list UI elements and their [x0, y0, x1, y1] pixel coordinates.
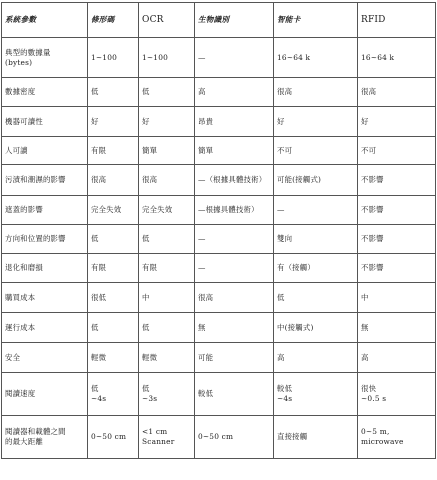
cell-rfid: 中 — [358, 283, 436, 313]
cell-barcode: 有限 — [88, 254, 139, 283]
table-row — [2, 313, 436, 343]
cell-barcode: 有限 — [88, 137, 139, 165]
cell-smartcard: 16~64 k — [274, 38, 358, 78]
row-label: 退化和磨損 — [2, 254, 88, 283]
cell-smartcard: 不可 — [274, 137, 358, 165]
cell-ocr: 低 — [139, 313, 195, 343]
cell-biometric: 無 — [195, 313, 274, 343]
cell-ocr: <1 cm Scanner — [139, 416, 195, 459]
cell-ocr: 有限 — [139, 254, 195, 283]
cell-ocr: 1~100 — [139, 38, 195, 78]
cell-smartcard: 雙向 — [274, 225, 358, 254]
cell-ocr: 低 ~3s — [139, 373, 195, 416]
table-row — [2, 196, 436, 225]
cell-biometric: 0~50 cm — [195, 416, 274, 459]
cell-barcode: 低 — [88, 313, 139, 343]
cell-biometric: —（根據具體技術） — [195, 165, 274, 196]
cell-biometric: 較低 — [195, 373, 274, 416]
cell-smartcard: 有（接觸） — [274, 254, 358, 283]
cell-smartcard: 直接接觸 — [274, 416, 358, 459]
row-label: 典型的數據量 (bytes) — [2, 38, 88, 78]
row-label: 機器可讀性 — [2, 107, 88, 137]
cell-ocr: 中 — [139, 283, 195, 313]
cell-biometric: 很高 — [195, 283, 274, 313]
cell-biometric: — — [195, 225, 274, 254]
cell-biometric: — — [195, 254, 274, 283]
cell-biometric: —根據具體技術） — [195, 196, 274, 225]
cell-rfid: 無 — [358, 313, 436, 343]
cell-smartcard: 中(接觸式) — [274, 313, 358, 343]
cell-barcode: 0~50 cm — [88, 416, 139, 459]
row-label: 閱讀器和載體之間 的最大距離 — [2, 416, 88, 459]
cell-smartcard: 可能(接觸式) — [274, 165, 358, 196]
table-row — [2, 107, 436, 137]
cell-smartcard: 好 — [274, 107, 358, 137]
cell-rfid: 不影響 — [358, 165, 436, 196]
cell-biometric: 高 — [195, 78, 274, 107]
table-row — [2, 416, 436, 459]
cell-barcode: 很高 — [88, 165, 139, 196]
row-label: 污漬和潮濕的影響 — [2, 165, 88, 196]
row-label: 遮蓋的影響 — [2, 196, 88, 225]
cell-ocr: 完全失效 — [139, 196, 195, 225]
cell-barcode: 很低 — [88, 283, 139, 313]
cell-ocr: 好 — [139, 107, 195, 137]
cell-barcode: 低 ~4s — [88, 373, 139, 416]
cell-rfid: 不影響 — [358, 225, 436, 254]
row-label: 運行成本 — [2, 313, 88, 343]
header-row — [2, 3, 436, 38]
cell-ocr: 低 — [139, 78, 195, 107]
cell-biometric: 昂貴 — [195, 107, 274, 137]
cell-rfid: 不可 — [358, 137, 436, 165]
header-cell-ocr: OCR — [139, 3, 195, 38]
header-cell-rfid: RFID — [358, 3, 436, 38]
table-row — [2, 373, 436, 416]
row-label: 閱讀速度 — [2, 373, 88, 416]
cell-biometric: 簡單 — [195, 137, 274, 165]
table-row — [2, 254, 436, 283]
cell-ocr: 很高 — [139, 165, 195, 196]
table-body — [2, 38, 436, 459]
table-row — [2, 137, 436, 165]
cell-barcode: 完全失效 — [88, 196, 139, 225]
comparison-table — [1, 2, 436, 459]
cell-rfid: 很高 — [358, 78, 436, 107]
cell-rfid: 不影響 — [358, 254, 436, 283]
cell-smartcard: 低 — [274, 283, 358, 313]
cell-ocr: 輕微 — [139, 343, 195, 373]
cell-ocr: 低 — [139, 225, 195, 254]
table-row — [2, 78, 436, 107]
cell-barcode: 低 — [88, 78, 139, 107]
table-row — [2, 38, 436, 78]
cell-smartcard: 很高 — [274, 78, 358, 107]
header-cell-param: 系統參數 — [2, 3, 88, 38]
row-label: 方向和位置的影響 — [2, 225, 88, 254]
cell-rfid: 好 — [358, 107, 436, 137]
row-label: 數據密度 — [2, 78, 88, 107]
cell-rfid: 很快 ~0.5 s — [358, 373, 436, 416]
table-row — [2, 225, 436, 254]
cell-barcode: 輕微 — [88, 343, 139, 373]
cell-barcode: 好 — [88, 107, 139, 137]
table-row — [2, 343, 436, 373]
cell-rfid: 高 — [358, 343, 436, 373]
header-cell-smartcard: 智能卡 — [274, 3, 358, 38]
cell-barcode: 低 — [88, 225, 139, 254]
cell-smartcard: — — [274, 196, 358, 225]
cell-barcode: 1~100 — [88, 38, 139, 78]
cell-rfid: 不影響 — [358, 196, 436, 225]
cell-biometric: 可能 — [195, 343, 274, 373]
table-row — [2, 165, 436, 196]
row-label: 安全 — [2, 343, 88, 373]
header-cell-barcode: 條形碼 — [88, 3, 139, 38]
cell-smartcard: 較低 ~4s — [274, 373, 358, 416]
table-row — [2, 283, 436, 313]
cell-biometric: — — [195, 38, 274, 78]
cell-smartcard: 高 — [274, 343, 358, 373]
header-cell-biometric: 生物識別 — [195, 3, 274, 38]
cell-ocr: 簡單 — [139, 137, 195, 165]
row-label: 人可讀 — [2, 137, 88, 165]
cell-rfid: 16~64 k — [358, 38, 436, 78]
row-label: 購買成本 — [2, 283, 88, 313]
cell-rfid: 0~5 m, microwave — [358, 416, 436, 459]
